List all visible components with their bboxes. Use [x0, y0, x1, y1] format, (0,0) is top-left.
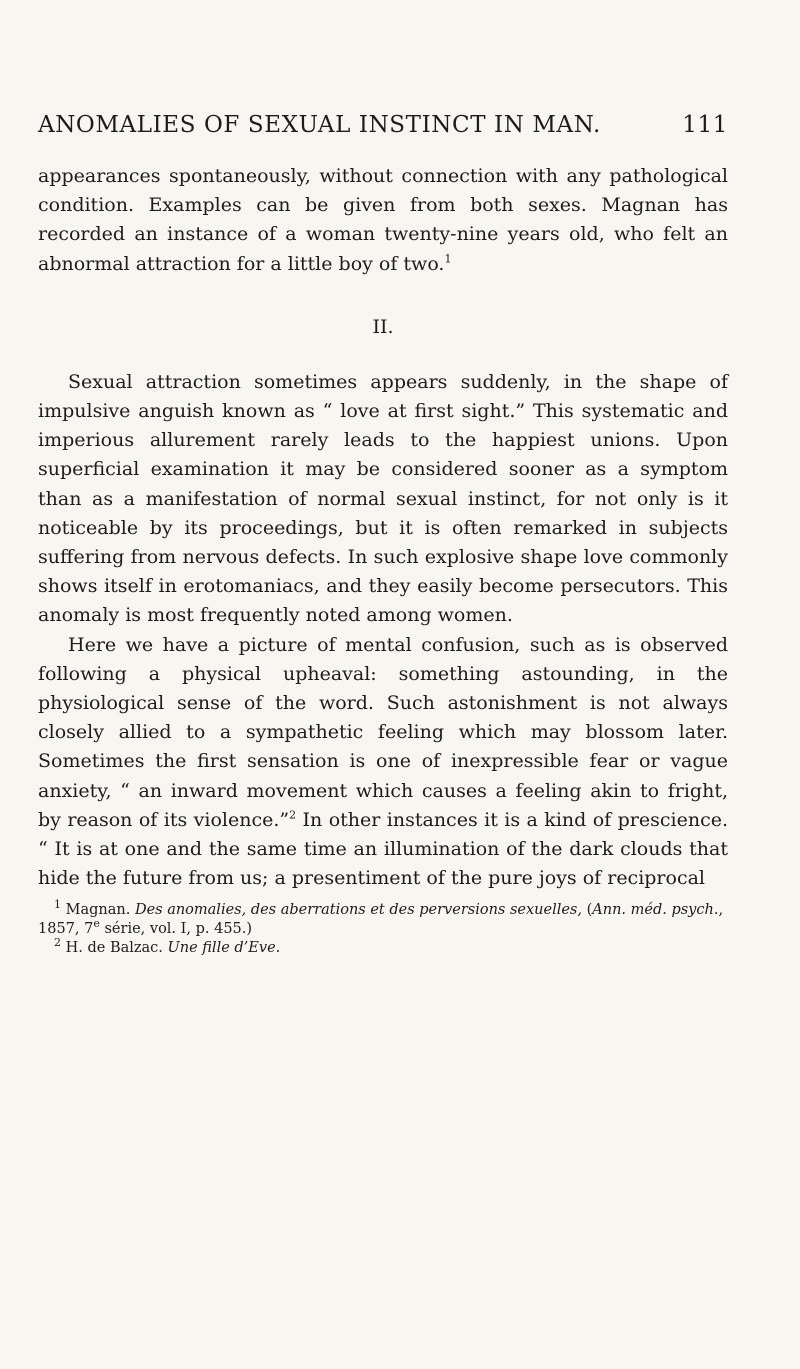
body-text — [38, 162, 728, 893]
footnote-number: 2 — [54, 936, 61, 950]
paragraph-text: appearances spontaneously, without connection with any pathological condition. Examples can be given from both sexes. Magnan has recorded an instance of a woman twenty-nine years old, who felt an abnormal attraction for a little boy of two. — [38, 165, 728, 275]
book-page — [38, 112, 728, 958]
footnote-journal: Ann. méd. psych. — [592, 902, 719, 919]
footnote-text: ( — [581, 902, 593, 919]
footnote-title: Des anomalies, des aberrations et des perversions sexuelles, — [134, 902, 582, 919]
footnote-text: série, vol. I, p. 455.) — [99, 921, 253, 938]
footnote-author: Magnan. — [61, 902, 135, 919]
running-head — [38, 112, 728, 138]
running-title: ANOMALIES OF SEXUAL INSTINCT IN MAN. — [38, 112, 601, 138]
section-heading: II. — [372, 315, 394, 338]
footnote-title: Une fille d’Eve. — [167, 940, 281, 957]
footnote-number: 1 — [54, 898, 61, 912]
paragraph — [38, 631, 728, 894]
page-number: 111 — [682, 112, 728, 138]
paragraph-text: Here we have a picture of mental confusion, such as is observed following a physical upheaval: something astounding, in the physiological sense of the word. Such astonishment is not always closely allied to a sympathetic feeling which may blossom later. Sometimes the first sensation is one of inexpressible fear or vague anxiety, “ an inward movement which causes a feeling akin to fright, by reason of its violence.” — [38, 633, 728, 831]
footnote-series-sup: e — [93, 917, 100, 931]
footnote-ref: 2 — [289, 808, 297, 822]
footnote — [38, 936, 728, 958]
paragraph-text: In other instances it is a kind of prescience. “ It is at one and the same time an illumination of the dark clouds that hide the future from us; a presentiment of the pure joys of reciprocal — [38, 808, 729, 890]
footnote-ref: 1 — [444, 252, 452, 266]
paragraph: Sexual attraction sometimes appears suddenly, in the shape of impulsive anguish known as “ love at first sight.” This systematic and imperious allurement rarely leads to the happiest unions. Upon superficial examination it may be considered sooner as a symptom than as a manifestation of normal sexual instinct, for not only is it noticeable by its proceedings, but it is often remarked in subjects suffering from nervous defects. In such explosive shape love commonly shows itself in erotomaniacs, and they easily become persecutors. This anomaly is most frequently noted among women. — [38, 370, 728, 627]
footnote-text: , 1857, 7 — [38, 902, 724, 938]
footnote — [38, 898, 728, 939]
paragraph-continued — [38, 162, 728, 279]
footnote-author: H. de Balzac. — [61, 940, 168, 957]
footnotes — [38, 898, 728, 958]
